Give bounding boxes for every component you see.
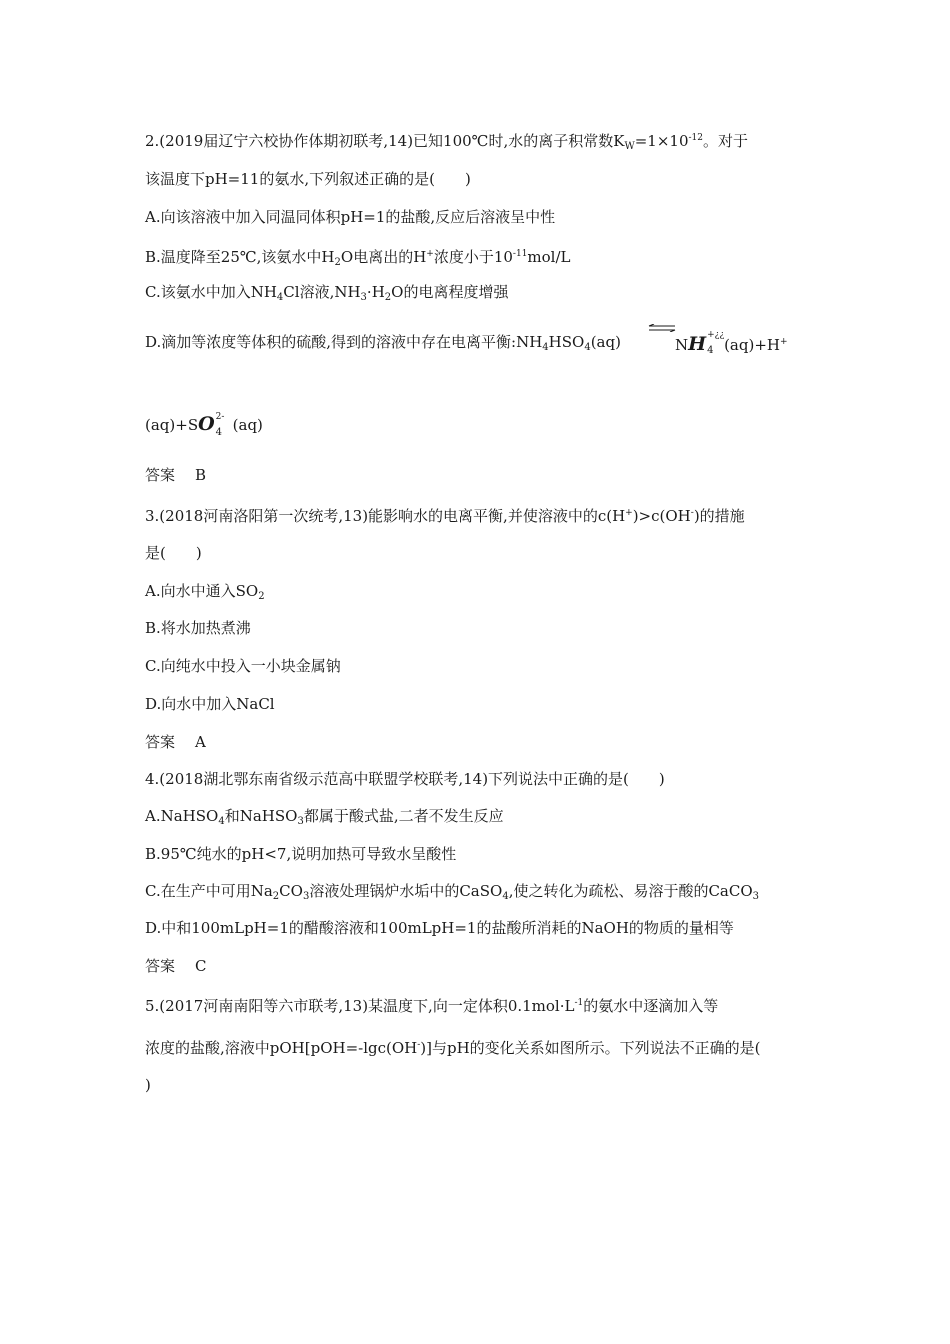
ion-scripts: [706, 330, 725, 356]
q4-option-b: B.95℃纯水的pH<7,说明加热可导致水呈酸性: [145, 845, 457, 863]
q3-option-b: B.将水加热煮沸: [145, 619, 251, 637]
text: 都属于酸式盐,二者不发生反应: [303, 807, 504, 825]
text: A.NaHSO: [145, 807, 219, 825]
q4-answer: [145, 956, 805, 976]
ion-scripts: [215, 412, 233, 438]
answer-value: A: [195, 733, 206, 751]
answer-label: 答案: [145, 733, 176, 751]
text: CO: [279, 882, 303, 900]
subscript: 4: [215, 427, 223, 438]
subscript: 3: [752, 891, 760, 902]
q3-stem-line1: [145, 503, 805, 526]
q2-option-a: A.向该溶液中加入同温同体积pH=1的盐酸,反应后溶液呈中性: [145, 208, 556, 226]
q4-option-d: D.中和100mLpH=1的醋酸溶液和100mLpH=1的盐酸所消耗的NaOH的物质的量相等: [145, 919, 734, 937]
q2-option-d-product: [675, 332, 815, 355]
q3-option-d: D.向水中加入NaCl: [145, 695, 275, 713]
text: )的措施: [693, 507, 745, 525]
q2-option-c: [145, 282, 805, 308]
subscript: 4: [502, 891, 509, 902]
text: 和NaHSO: [224, 807, 298, 825]
subscript: 3: [302, 891, 310, 902]
superscript: 2-: [215, 412, 225, 422]
q4-option-a: [145, 806, 805, 832]
text: B.温度降至25℃,该氨水中H: [145, 248, 335, 266]
superscript: -: [690, 508, 694, 518]
q2-text: 2.(2019届辽宁六校协作体期初联考,14)已知100℃时,水的离子积常数K: [145, 132, 625, 150]
text: 浓度的盐酸,溶液中pOH[pOH=-lgc(OH: [145, 1039, 418, 1057]
subscript: 2: [272, 891, 280, 902]
text: O电离出的H: [340, 248, 427, 266]
subscript: 2: [384, 292, 392, 303]
text: 溶液处理锅炉水垢中的CaSO: [309, 882, 503, 900]
q2-text: 。对于: [703, 132, 749, 150]
text: D.滴加等浓度等体积的硫酸,得到的溶液中存在电离平衡:NH: [145, 333, 543, 351]
text: O的电离程度增强: [391, 283, 509, 301]
subscript: 2: [258, 591, 265, 602]
text: )]与pH的变化关系如图所示。下列说法不正确的是(: [420, 1039, 761, 1057]
text: 浓度小于10: [433, 248, 513, 266]
superscript: -1: [574, 998, 584, 1008]
subscript: 3: [360, 292, 367, 303]
q2-option-d-cont: [145, 412, 805, 438]
q2-answer: [145, 465, 805, 485]
answer-value: C: [195, 957, 207, 975]
q4-stem-line1: 4.(2018湖北鄂东南省级示范高中联盟学校联考,14)下列说法中正确的是( ): [145, 770, 665, 788]
subscript: 2: [334, 257, 341, 268]
q5-stem-line3: ): [145, 1076, 151, 1094]
text: 3.(2018河南洛阳第一次统考,13)能影响水的电离平衡,并使溶液中的c(H: [145, 507, 626, 525]
text: )>c(OH: [632, 507, 691, 525]
text: C.该氨水中加入NH: [145, 283, 277, 301]
subscript: 4: [707, 345, 714, 356]
q2-stem-line2: 该温度下pH=11的氨水,下列叙述正确的是( ): [145, 170, 471, 188]
exponent: -11: [512, 249, 528, 259]
text: 5.(2017河南南阳等六市联考,13)某温度下,向一定体积0.1mol·L: [145, 997, 575, 1015]
superscript: +: [625, 508, 633, 518]
text: (aq)+S: [145, 416, 199, 434]
q2-stem-line1: [145, 128, 805, 157]
subscript: 3: [297, 816, 304, 827]
superscript: +: [779, 337, 788, 347]
text: (aq)+H: [724, 336, 780, 354]
text: ,使之转化为疏松、易溶于酸的CaCO: [508, 882, 753, 900]
text: ·H: [366, 283, 385, 301]
subscript: 4: [276, 292, 284, 303]
answer-value: B: [195, 466, 207, 484]
q3-option-a: [145, 581, 805, 607]
text: mol/L: [527, 248, 571, 266]
q4-option-c: [145, 881, 805, 907]
equilibrium-arrow-icon: [648, 324, 676, 332]
q3-stem-line2: 是( ): [145, 544, 202, 562]
text: (aq): [232, 416, 263, 434]
exponent: -12: [688, 133, 703, 143]
subscript: 4: [218, 816, 225, 827]
q3-answer: [145, 732, 805, 752]
q2-option-b: [145, 244, 805, 273]
answer-label: 答案: [145, 957, 176, 975]
text: C.在生产中可用Na: [145, 882, 273, 900]
q2-text: =1×10: [634, 132, 689, 150]
text: A.向水中通入SO: [145, 582, 259, 600]
superscript: -: [417, 1040, 421, 1050]
subscript: 4: [542, 342, 549, 353]
superscript: +: [426, 249, 434, 259]
q5-stem-line1: [145, 993, 805, 1016]
answer-label: 答案: [145, 466, 176, 484]
superscript: +¿¿: [707, 330, 725, 340]
text: HSO: [548, 333, 585, 351]
kw-subscript: W: [624, 141, 635, 152]
text: Cl溶液,NH: [283, 283, 361, 301]
q3-option-c: C.向纯水中投入一小块金属钠: [145, 657, 341, 675]
italic-o: O: [198, 413, 215, 435]
text: N: [675, 336, 689, 354]
text: 的氨水中逐滴加入等: [583, 997, 719, 1015]
text: (aq): [590, 333, 621, 351]
italic-h: H: [688, 333, 707, 355]
q5-stem-line2: [145, 1035, 805, 1058]
subscript: 4: [584, 342, 591, 353]
